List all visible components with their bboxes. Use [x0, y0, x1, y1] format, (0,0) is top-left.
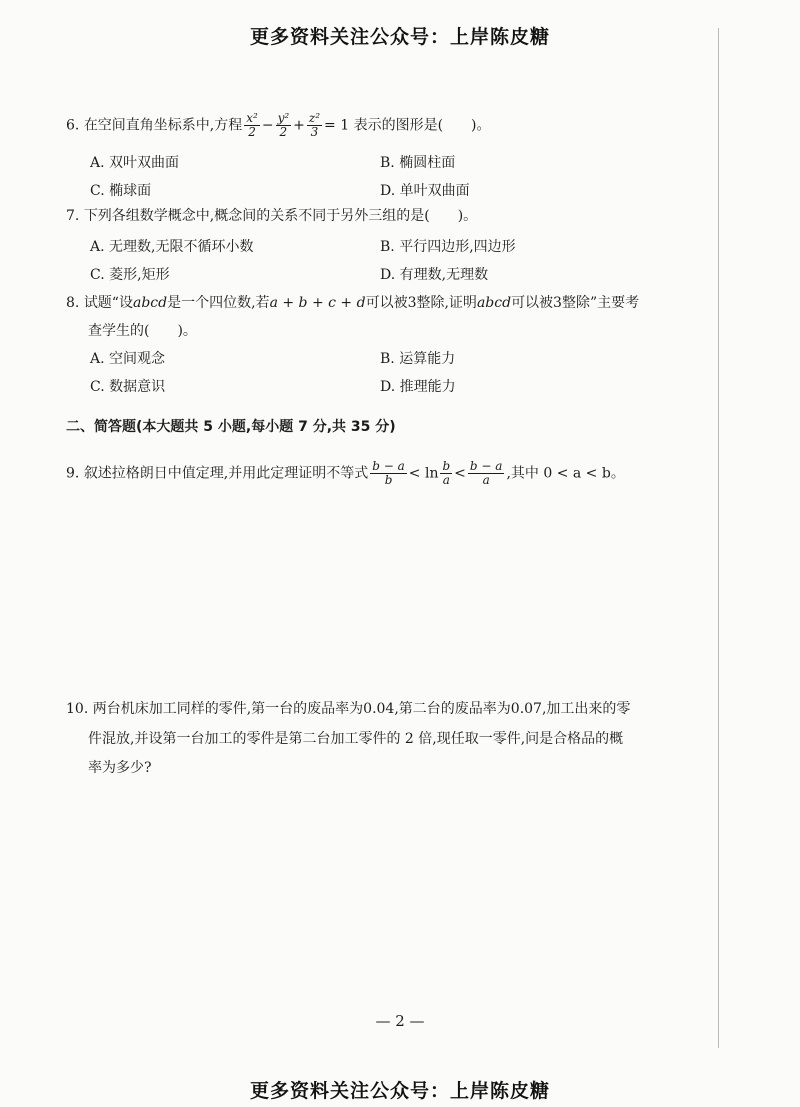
option-a: A. 空间观念	[90, 351, 166, 367]
fraction-b-over-a: $\frac{b}{a}$	[442, 459, 451, 487]
fraction-z2-over-3: $\frac{\text{z²}}{3}$	[308, 111, 321, 139]
question-text: 叙述拉格朗日中值定理,并用此定理证明不等式	[83, 465, 369, 482]
sum-expression: a + b + c + d	[269, 295, 366, 311]
scan-edge-line	[718, 28, 719, 1048]
question-number: 10.	[66, 701, 89, 717]
question-number: 8.	[66, 295, 80, 311]
question-text: 下列各组数学概念中,概念间的关系不同于另外三组的是( )。	[83, 208, 478, 224]
option-c: C. 数据意识	[90, 379, 166, 395]
fraction-x2-over-2: $\frac{\text{x²}}{2}$	[246, 111, 258, 139]
option-a: A. 双叶双曲面	[90, 155, 180, 171]
question-text-tail: = 1 表示的图形是( )。	[324, 117, 491, 134]
option-c: C. 椭球面	[90, 183, 152, 199]
option-b: B. 椭圆柱面	[380, 155, 456, 171]
question-number: 6.	[66, 117, 80, 134]
fraction-b-minus-a-over-a: $\frac{b - a}{a}$	[469, 459, 503, 487]
question-text-tail: ,其中 0 < a < b。	[506, 465, 625, 482]
variable-abcd: abcd	[132, 295, 168, 311]
question-10-line-3: 率为多少?	[88, 760, 152, 776]
question-9: 9. 叙述拉格朗日中值定理,并用此定理证明不等式 $\frac{b - a}{b}$ < ln $\frac{b}{a}$ < $\frac{b - a}{a}$ ,其中 0 < a < b。	[66, 459, 625, 487]
question-10	[66, 698, 630, 720]
fraction-b-minus-a-over-b: $\frac{b - a}{b}$	[372, 459, 405, 487]
question-7	[66, 205, 477, 227]
header-banner: 更多资料关注公众号：上岸陈皮糖	[249, 26, 550, 48]
section-heading: 二、简答题(本大题共 5 小题,每小题 7 分,共 35 分)	[66, 419, 396, 435]
question-8-line-2: 查学生的( )。	[88, 323, 197, 339]
option-b: B. 平行四边形,四边形	[380, 239, 516, 255]
option-c: C. 菱形,矩形	[90, 267, 170, 283]
question-10-line-2: 件混放,并设第一台加工的零件是第二台加工零件的 2 倍,现任取一零件,问是合格品的概	[88, 731, 624, 747]
question-text: 在空间直角坐标系中,方程	[83, 117, 243, 134]
page-number: — 2 —	[375, 1012, 425, 1030]
variable-abcd: abcd	[476, 295, 512, 311]
question-8: 8. 试题“设abcd是一个四位数,若a + b + c + d可以被3整除,证明abcd可以被3整除”主要考	[66, 295, 640, 311]
option-d: D. 单叶双曲面	[380, 183, 470, 199]
question-6: 6. 在空间直角坐标系中,方程 $\frac{\text{x²}}{2}$ − $\frac{\text{y²}}{2}$ + $\frac{\text{z²}}{3}$ = 1 表示的图形是( )。	[66, 111, 491, 139]
option-d: D. 有理数,无理数	[380, 267, 489, 283]
fraction-y2-over-2: $\frac{\text{y²}}{2}$	[277, 111, 290, 139]
footer-banner: 更多资料关注公众号：上岸陈皮糖	[249, 1080, 550, 1102]
question-number: 7.	[66, 208, 80, 224]
option-a: A. 无理数,无限不循环小数	[90, 239, 254, 255]
question-text: 两台机床加工同样的零件,第一台的废品率为0.04,第二台的废品率为0.07,加工出来的零	[92, 701, 631, 717]
option-b: B. 运算能力	[380, 351, 456, 367]
question-number: 9.	[66, 465, 80, 482]
option-d: D. 推理能力	[380, 379, 456, 395]
